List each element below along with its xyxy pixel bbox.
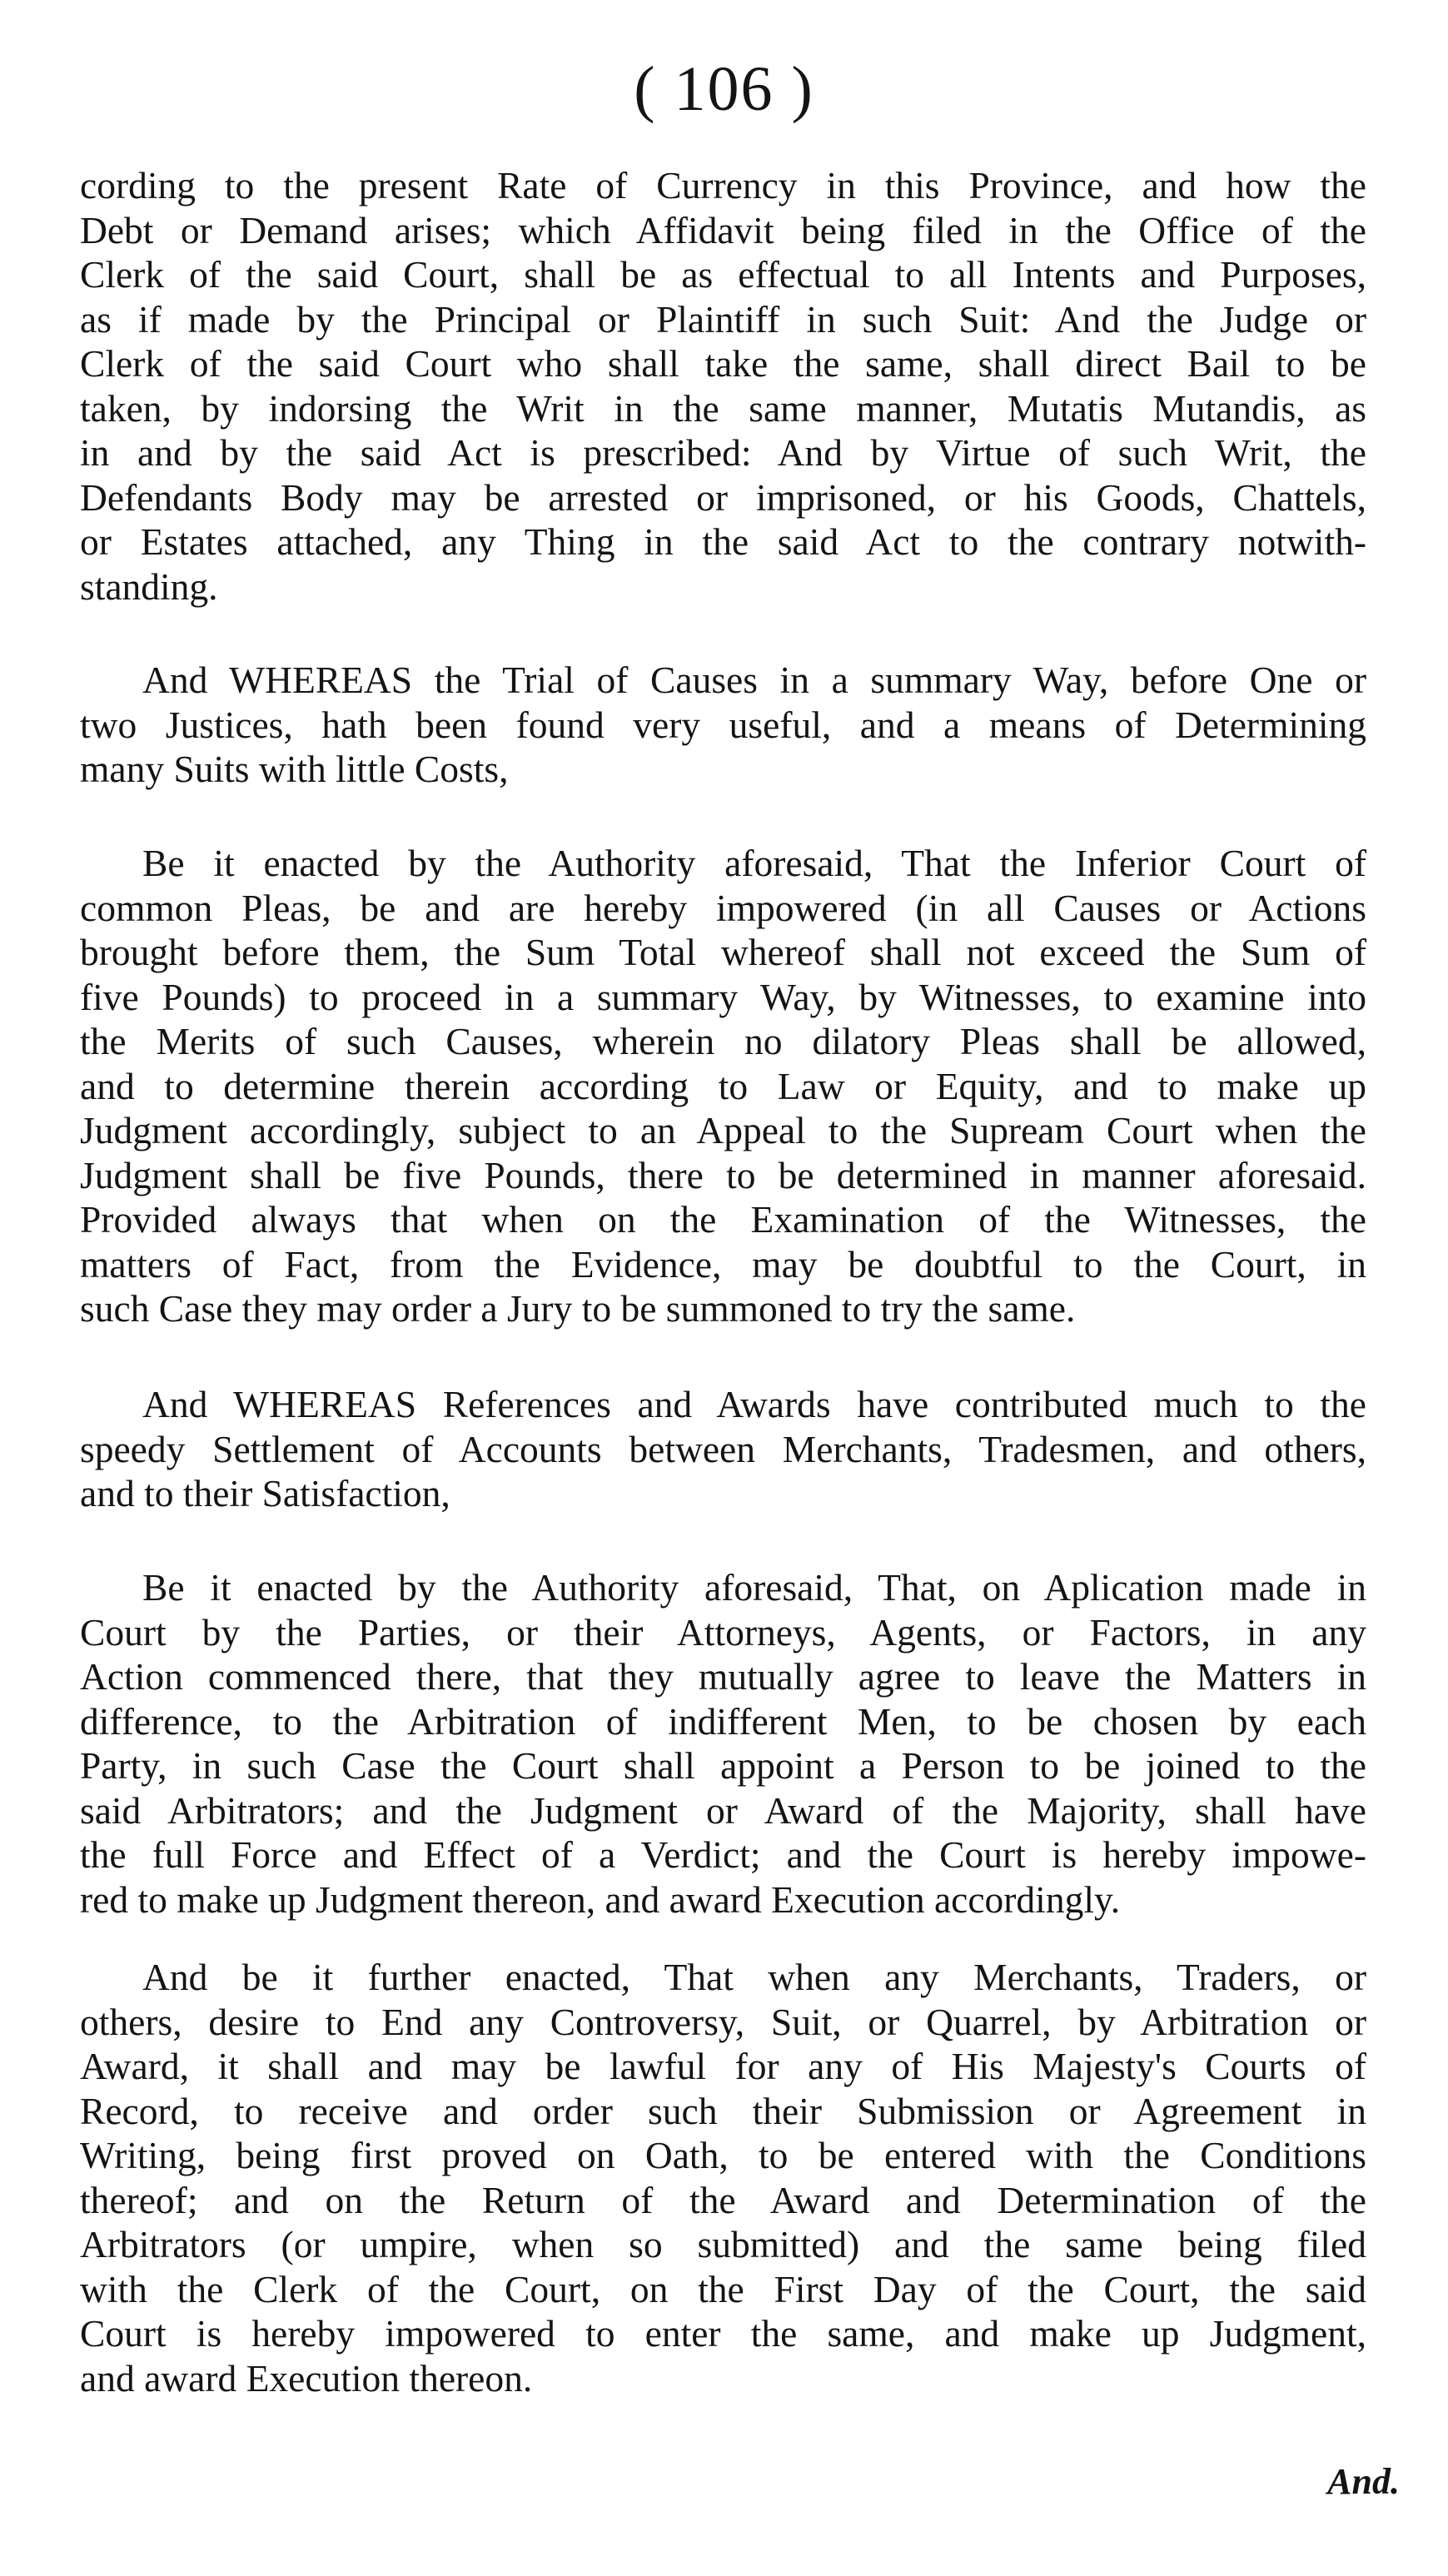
text-line: Record, to receive and order such their Submission or Agreement in bbox=[80, 2089, 1366, 2132]
text-line: in and by the said Act is prescribed: And by Virtue of such Writ, the bbox=[80, 431, 1366, 474]
text-line: Defendants Body may be arrested or imprisoned, or his Goods, Chattels, bbox=[80, 475, 1366, 519]
text-line: others, desire to End any Controversy, Suit, or Quarrel, by Arbitration or bbox=[80, 2000, 1366, 2043]
text-line: taken, by indorsing the Writ in the same manner, Mutatis Mutandis, as bbox=[80, 386, 1366, 430]
text-line: Court is hereby impowered to enter the same, and make up Judgment, bbox=[80, 2312, 1366, 2355]
text-line: brought before them, the Sum Total whereof shall not exceed the Sum of bbox=[80, 931, 1366, 973]
text-line: cording to the present Rate of Currency in this Province, and how the bbox=[80, 164, 1366, 206]
text-line: red to make up Judgment thereon, and award Execution accordingly. bbox=[80, 1877, 1121, 1921]
text-line: Award, it shall and may be lawful for any of His Majesty's Courts of bbox=[80, 2045, 1366, 2087]
text-line: with the Clerk of the Court, on the First Day of the Court, the said bbox=[80, 2267, 1366, 2310]
text-line: and award Execution thereon. bbox=[80, 2356, 533, 2399]
text-line: Provided always that when on the Examination of the Witnesses, the bbox=[80, 1198, 1366, 1241]
text-line: Judgment accordingly, subject to an Appeal to the Supream Court when the bbox=[80, 1109, 1366, 1151]
text-line: speedy Settlement of Accounts between Merchants, Tradesmen, and others, bbox=[80, 1427, 1366, 1470]
paragraph-affidavit bbox=[80, 163, 1366, 609]
text-line: And WHEREAS the Trial of Causes in a summary Way, before One or bbox=[142, 659, 1366, 701]
text-line: many Suits with little Costs, bbox=[80, 748, 509, 790]
text-line: difference, to the Arbitration of indifferent Men, to be chosen by each bbox=[80, 1699, 1366, 1743]
text-line: thereof; and on the Return of the Award and Determination of the bbox=[80, 2178, 1366, 2221]
text-line: Be it enacted by the Authority aforesaid, That the Inferior Court of bbox=[142, 842, 1366, 884]
paragraph-arbitration-enactment bbox=[80, 1565, 1366, 1922]
text-line: Clerk of the said Court who shall take the same, shall direct Bail to be bbox=[80, 342, 1366, 385]
text-line: and to their Satisfaction, bbox=[80, 1472, 450, 1514]
text-line: Arbitrators (or umpire, when so submitted) and the same being filed bbox=[80, 2223, 1366, 2265]
paragraph-further-enactment bbox=[80, 1955, 1366, 2400]
text-line: the Merits of such Causes, wherein no dilatory Pleas shall be allowed, bbox=[80, 1020, 1366, 1062]
text-line: Writing, being first proved on Oath, to be entered with the Conditions bbox=[80, 2134, 1366, 2176]
text-line: Party, in such Case the Court shall appoint a Person to be joined to the bbox=[80, 1744, 1366, 1787]
catchword: And. bbox=[1327, 2461, 1400, 2502]
text-line: And be it further enacted, That when any Merchants, Traders, or bbox=[142, 1956, 1366, 1998]
text-line: such Case they may order a Jury to be summoned to try the same. bbox=[80, 1287, 1076, 1330]
text-line: two Justices, hath been found very useful, and a means of Determining bbox=[80, 703, 1366, 746]
text-line: Be it enacted by the Authority aforesaid, That, on Aplication made in bbox=[142, 1566, 1366, 1609]
text-line: as if made by the Principal or Plaintiff in such Suit: And the Judge or bbox=[80, 297, 1366, 341]
text-line: Debt or Demand arises; which Affidavit being filed in the Office of the bbox=[80, 208, 1366, 251]
text-line: said Arbitrators; and the Judgment or Award of the Majority, shall have bbox=[80, 1788, 1366, 1832]
text-line: Clerk of the said Court, shall be as effectual to all Intents and Purposes, bbox=[80, 253, 1366, 296]
text-line: And WHEREAS References and Awards have contributed much to the bbox=[142, 1383, 1366, 1425]
text-line: standing. bbox=[80, 564, 218, 608]
text-line: Action commenced there, that they mutually agree to leave the Matters in bbox=[80, 1655, 1366, 1698]
text-line: five Pounds) to proceed in a summary Way, by Witnesses, to examine into bbox=[80, 975, 1366, 1018]
text-line: matters of Fact, from the Evidence, may be doubtful to the Court, in bbox=[80, 1242, 1366, 1286]
paragraph-whereas-references-awards bbox=[80, 1382, 1366, 1516]
page-number: ( 106 ) bbox=[634, 54, 814, 124]
text-line: or Estates attached, any Thing in the said Act to the contrary notwith- bbox=[80, 520, 1366, 563]
text-line: the full Force and Effect of a Verdict; and the Court is hereby impowe- bbox=[80, 1833, 1366, 1876]
text-line: Judgment shall be five Pounds, there to be determined in manner aforesaid. bbox=[80, 1153, 1366, 1196]
text-line: Court by the Parties, or their Attorneys, Agents, or Factors, in any bbox=[80, 1610, 1366, 1654]
paragraph-whereas-summary-trial bbox=[80, 658, 1366, 792]
paragraph-inferior-court-enactment bbox=[80, 841, 1366, 1331]
text-line: common Pleas, be and are hereby impowered (in all Causes or Actions bbox=[80, 886, 1366, 929]
text-line: and to determine therein according to Law or Equity, and to make up bbox=[80, 1064, 1366, 1107]
